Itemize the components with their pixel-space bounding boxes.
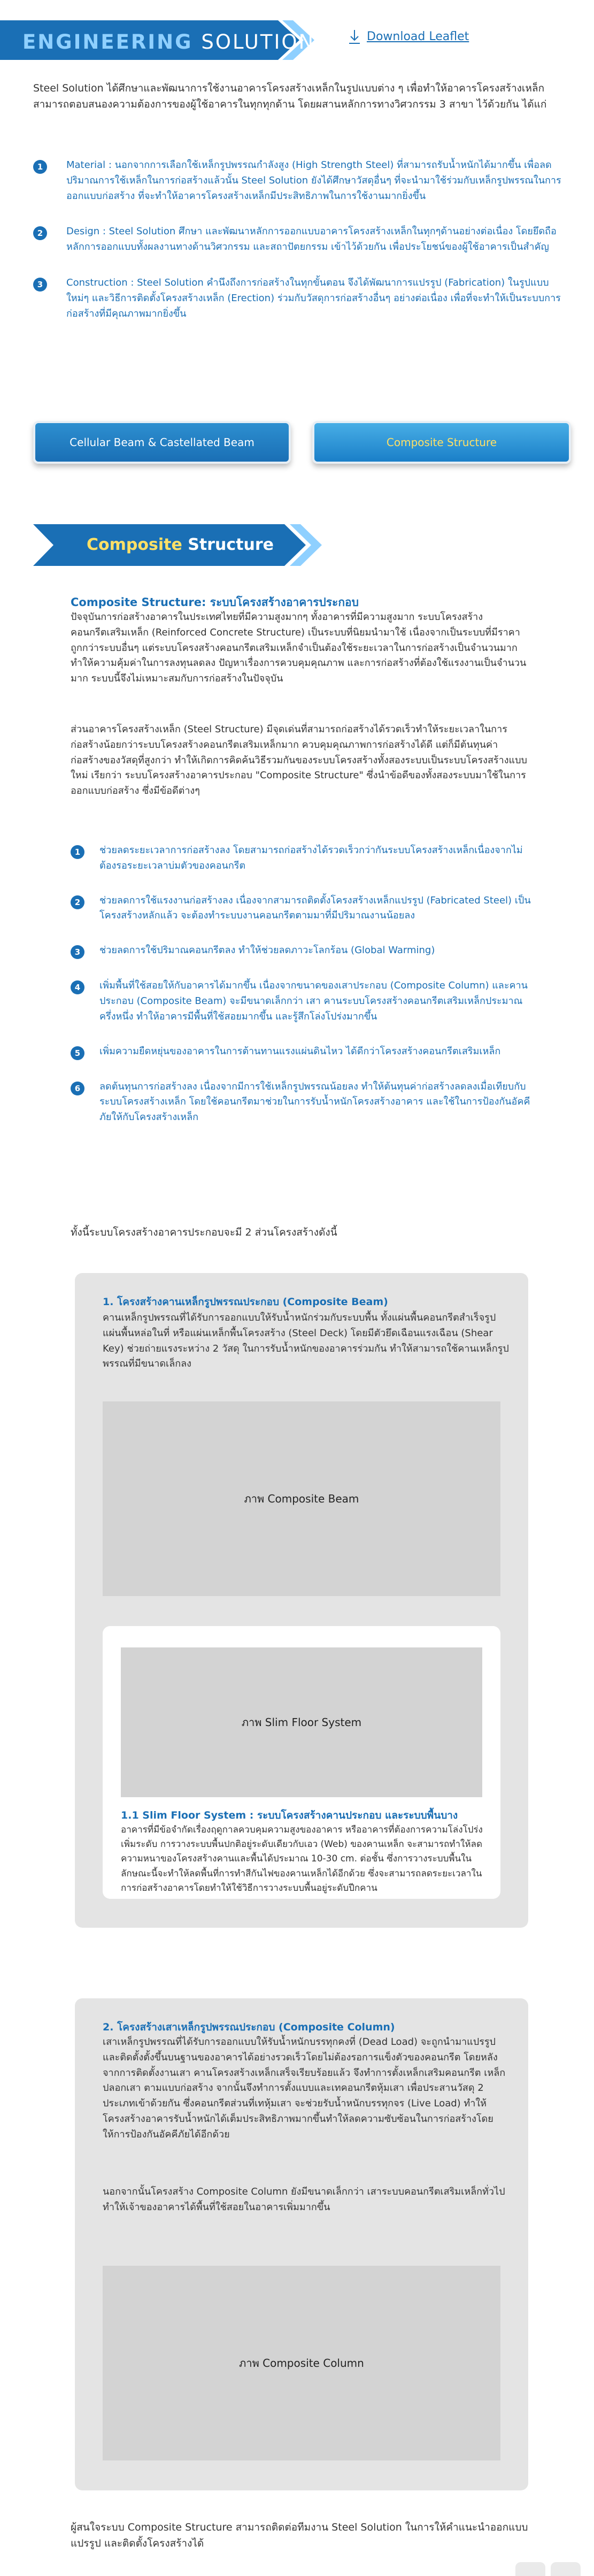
composite-column-card [75,1998,528,2490]
slim-floor-title: 1.1 Slim Floor System : ระบบโครงสร้างคานประกอบ และระบบพื้นบาง [121,1810,458,1821]
page-title-word2: SOLUTION [201,30,315,53]
number-badge: 4 [71,980,84,994]
section-title [87,533,274,558]
section-header [33,524,333,566]
list-item [33,275,568,321]
composite-subtitle: Composite Structure: ระบบโครงสร้างอาคารประกอบ [71,596,359,609]
section-title-rest: Structure [182,535,274,554]
tab-cellular-beam[interactable]: Cellular Beam & Castellated Beam [33,421,291,464]
composite-column-title: 2. โครงสร้างเสาเหล็กรูปพรรณประกอบ (Composite Column) [103,2021,395,2033]
composite-beam-text: คานเหล็กรูปพรรณที่ได้รับการออกแบบให้รับน้ำหนักร่วมกับระบบพื้น ทั้งแผ่นพื้นคอนกรีตสำเร็จรูป แผ่นพื้นหล่อในที่ หรือแผ่นเหล็กพื้นโครงสร้าง (Steel Deck) โดยมีตัวยึดเฉือนแรงเฉือน (Shear Key) ช่วยถ่ายแรงระหว่าง 2 วัสดุ ในการรับน้ำหนักของอาคารร่วมกัน ทำให้สามารถใช้คานเหล็กรูปพรรณที่มีขนาดเล็กลง [103,1312,509,1370]
scroll-next-button[interactable] [551,2562,581,2576]
slim-floor-text: อาคารที่มีข้อจำกัดเรื่องฤดูกาลควบคุมความสูงของอาคาร หรืออาคารที่ต้องการความโล่งโปร่งเพิ่มระดับ การวางระบบพื้นปกติอยู่ระดับเดียวกับเอว (Web) ของคานเหล็ก จะสามารถทำให้ลดความหนาของโครงสร้างคานและพื้นได้ประมาณ 10-30 cm. ต่อชั้น ซึ่งการวางระบบพื้นในลักษณะนี้จะทำให้ลดพื้นที่การทำสีกันไฟของคานเหล็กได้อีกด้วย ซึ่งจะสามารถลดระยะเวลาในการก่อสร้างอาคารโดยทำให้ใช้วิธีการวางระบบพื้นอยู่ระดับปีกคาน [121,1824,483,1893]
composite-beam-image: ภาพ Composite Beam [103,1401,500,1596]
closing-paragraph: ผู้สนใจระบบ Composite Structure สามารถติดต่อทีมงาน Steel Solution ในการให้คำแนะนำออกแบบ แปรรูป และติดตั้งโครงสร้างได้ [71,2521,528,2550]
slim-floor-image: ภาพ Slim Floor System [121,1647,482,1797]
benefit-text: ลดต้นทุนการก่อสร้างลง เนื่องจากมีการใช้เหล็กรูปพรรณน้อยลง ทำให้ต้นทุนค่าก่อสร้างลดลงเมื่อเทียบกับระบบโครงสร้างเหล็ก โดยใช้คอนกรีตมาช่วยในการรับน้ำหนักโครงสร้างอาคาร และใช้ในการป้องกันอัคคีภัยให้กับโครงสร้างเหล็ก [99,1080,530,1123]
list-item [71,893,536,924]
list-item [71,1044,536,1060]
tab-composite-structure[interactable]: Composite Structure [312,421,571,464]
number-badge: 6 [71,1082,84,1095]
benefit-text: ช่วยลดการใช้แรงงานก่อสร้างลง เนื่องจากสามารถติดตั้งโครงสร้างเหล็กแปรรูป (Fabricated Steel) เป็นโครงสร้างหลักแล้ว จะต้องทำระบบงานคอนกรีตตามมาที่มีปริมาณงานน้อยลง [99,894,531,922]
number-badge: 5 [71,1046,84,1060]
composite-column-image: ภาพ Composite Column [103,2266,500,2460]
list-item [71,1079,536,1125]
list-item [71,978,536,1024]
principle-text: Design : Steel Solution ศึกษา และพัฒนาหลักการออกแบบอาคารโครงสร้างเหล็กในทุกๆด้านอย่างต่อเนื่อง โดยยึดถือหลักการออกแบบทั้งผลงานทางด้านวิศวกรรม และสถาปัตยกรรม เข้าไว้ด้วยกัน เพื่อประโยชน์ของผู้ใช้อาคารเป็นสำคัญ [66,226,557,253]
number-badge: 3 [33,278,47,292]
number-badge: 2 [71,895,84,909]
composite-beam-card [75,1273,528,1928]
number-badge: 2 [33,226,47,240]
section-title-highlight: Composite [87,535,182,554]
benefit-text: เพิ่มความยืดหยุ่นของอาคารในการต้านทานแรงแผ่นดินไหว ได้ดีกว่าโครงสร้างคอนกรีตเสริมเหล็ก [99,1045,501,1057]
principle-text: Construction : Steel Solution คำนึงถึงการก่อสร้างในทุกขั้นตอน จึงได้พัฒนาการแปรรูป (Fabrication) ในรูปแบบใหม่ๆ และวิธีการติดตั้งโครงสร้างเหล็ก (Erection) ร่วมกับวัสดุการก่อสร้างอื่นๆ อย่างต่อเนื่อง เพื่อที่จะทำให้เป็นระบบการก่อสร้างที่มีคุณภาพมากยิ่งขึ้น [66,277,561,319]
benefits-list [71,843,536,1145]
benefit-text: ช่วยลดการใช้ปริมาณคอนกรีตลง ทำให้ช่วยลดภาวะโลกร้อน (Global Warming) [99,945,435,956]
number-badge: 1 [71,845,84,859]
download-icon [348,29,361,45]
principles-list [33,158,568,342]
download-leaflet-label[interactable]: Download Leaflet [367,30,469,43]
list-item [71,843,536,874]
slim-floor-card [103,1626,500,1899]
scroll-prev-button[interactable] [515,2562,545,2576]
page-title-word1: ENGINEERING [22,30,193,53]
page-title [22,27,315,57]
principle-text: Material : นอกจากการเลือกใช้เหล็กรูปพรรณกำลังสูง (High Strength Steel) ที่สามารถรับน้ำหนักได้มากขึ้น เพื่อลดปริมาณการใช้เหล็กในการก่อสร้างแล้วนั้น Steel Solution ยังได้ศึกษาวัสดุอื่นๆ ที่จะนำมาใช้ร่วมกับเหล็กรูปพรรณในการออกแบบก่อสร้าง ที่จะทำให้อาคารโครงสร้างเหล็กมีประสิทธิภาพในการใช้งานมากยิ่งขึ้น [66,159,561,202]
benefit-text: เพิ่มพื้นที่ใช้สอยให้กับอาคารได้มากขึ้น เนื่องจากขนาดของเสาประกอบ (Composite Column) และคานประกอบ (Composite Beam) จะมีขนาดเล็กกว่า เสา คานระบบโครงสร้างคอนกรีตเสริมเหล็กประมาณครึ่งหนึ่ง ทำให้อาคารมีพื้นที่ใช้สอยมากขึ้น และรู้สึกโล่งโปร่งมากขึ้น [99,980,528,1022]
composite-column-text-2: นอกจากนั้นโครงสร้าง Composite Column ยังมีขนาดเล็กกว่า เสาระบบคอนกรีตเสริมเหล็กทั่วไป ทำให้เจ้าของอาคารได้พื้นที่ใช้สอยในอาคารเพิ่มมากขึ้น [103,2186,505,2213]
number-badge: 1 [33,160,47,174]
page-header-banner [0,15,321,65]
intro-paragraph: Steel Solution ได้ศึกษาและพัฒนาการใช้งานอาคารโครงสร้างเหล็กในรูปแบบต่าง ๆ เพื่อทำให้อาคารโครงสร้างเหล็ก สามารถตอบสนองความต้องการของผู้ใช้อาคารในทุกทุกด้าน โดยผสานหลักการทางวิศวกรรม 3 สาขา ไว้ด้วยกัน ได้แก่ [33,82,547,111]
number-badge: 3 [71,945,84,959]
composite-beam-title: 1. โครงสร้างคานเหล็กรูปพรรณประกอบ (Composite Beam) [103,1296,388,1308]
benefit-text: ช่วยลดระยะเวลาการก่อสร้างลง โดยสามารถก่อสร้างได้รวดเร็วกว่ากันระบบโครงสร้างเหล็กเนื่องจากไม่ต้องรอระยะเวลาบ่มตัวของคอนกรีต [99,845,523,871]
list-item [71,943,536,959]
structure-types-intro: ทั้งนี้ระบบโครงสร้างอาคารประกอบจะมี 2 ส่วนโครงสร้างดังนี้ [71,1226,337,1238]
download-leaflet-link[interactable] [348,28,469,46]
list-item [33,224,568,255]
list-item [33,158,568,204]
composite-column-text: เสาเหล็กรูปพรรณที่ได้รับการออกแบบให้รับน้ำหนักบรรทุกคงที่ (Dead Load) จะถูกนำมาแปรรูปและติดตั้งตั้งขึ้นบนฐานของอาคารได้อย่างรวดเร็วโดยไม่ต้องรอการแข็งตัวของคอนกรีต โดยหลังจากการติดตั้งงานเสา คานโครงสร้างเหล็กเสร็จเรียบร้อยแล้ว จึงทำการตั้งเหล็กเสริมคอนกรีต เหล็กปลอกเสา ตามแบบก่อสร้าง จากนั้นจึงทำการตั้งแบบและเทคอนกรีตหุ้มเสา เพื่อประสานวัสดุ 2 ประเภทเข้าด้วยกัน ซึ่งคอนกรีตส่วนที่เทหุ้มเสา จะช่วยรับน้ำหนักบรรทุกจร (Live Load) ทำให้โครงสร้างอาคารรับน้ำหนักได้เต็มประสิทธิภาพมากขึ้นทำให้ลดความซับซ้อนในการก่อสร้างโดยให้การป้องกันอัคคีภัยได้อีกด้วย [103,2036,506,2140]
composite-paragraph-2: ส่วนอาคารโครงสร้างเหล็ก (Steel Structure) มีจุดเด่นที่สามารถก่อสร้างได้รวดเร็วทำให้ระยะเวลาในการก่อสร้างน้อยกว่าระบบโครงสร้างคอนกรีตเสริมเหล็กมาก ควบคุมคุณภาพการก่อสร้างได้ดี แต่ก็มีต้นทุนค่าก่อสร้างของวัสดุที่สูงกว่า ทำให้เกิดการคิดค้นวิธีรวมกันของระบบโครงสร้างทั้งสองระบบเป็นระบบโครงสร้างแบบใหม่ เรียกว่า ระบบโครงสร้างอาคารประกอบ "Composite Structure" ซึ่งนำข้อดีของทั้งสองระบบมาใช้ในการออกแบบก่อสร้าง ซึ่งมีข้อดีต่างๆ [71,724,527,797]
composite-paragraph-1: ปัจจุบันการก่อสร้างอาคารในประเทศไทยที่มีความสูงมากๆ ทั้งอาคารที่มีความสูงมาก ระบบโครงสร้างคอนกรีตเสริมเหล็ก (Reinforced Concrete Structure) เป็นระบบที่นิยมนำมาใช้ เนื่องจากเป็นระบบที่มีราคาถูกกว่าระบบอื่นๆ แต่ระบบโครงสร้างคอนกรีตเสริมเหล็กจำเป็นต้องใช้ระยะเวลาในการก่อสร้างเป็นจำนวนมาก ทำให้ความคุ้มค่าในการลงทุนลดลง ปัญหาเรื่องการควบคุมคุณภาพ และการก่อสร้างที่ต้องใช้แรงงานเป็นจำนวนมาก ระบบนี้จึงไม่เหมาะสมกับการก่อสร้างในปัจจุบัน [71,611,527,685]
